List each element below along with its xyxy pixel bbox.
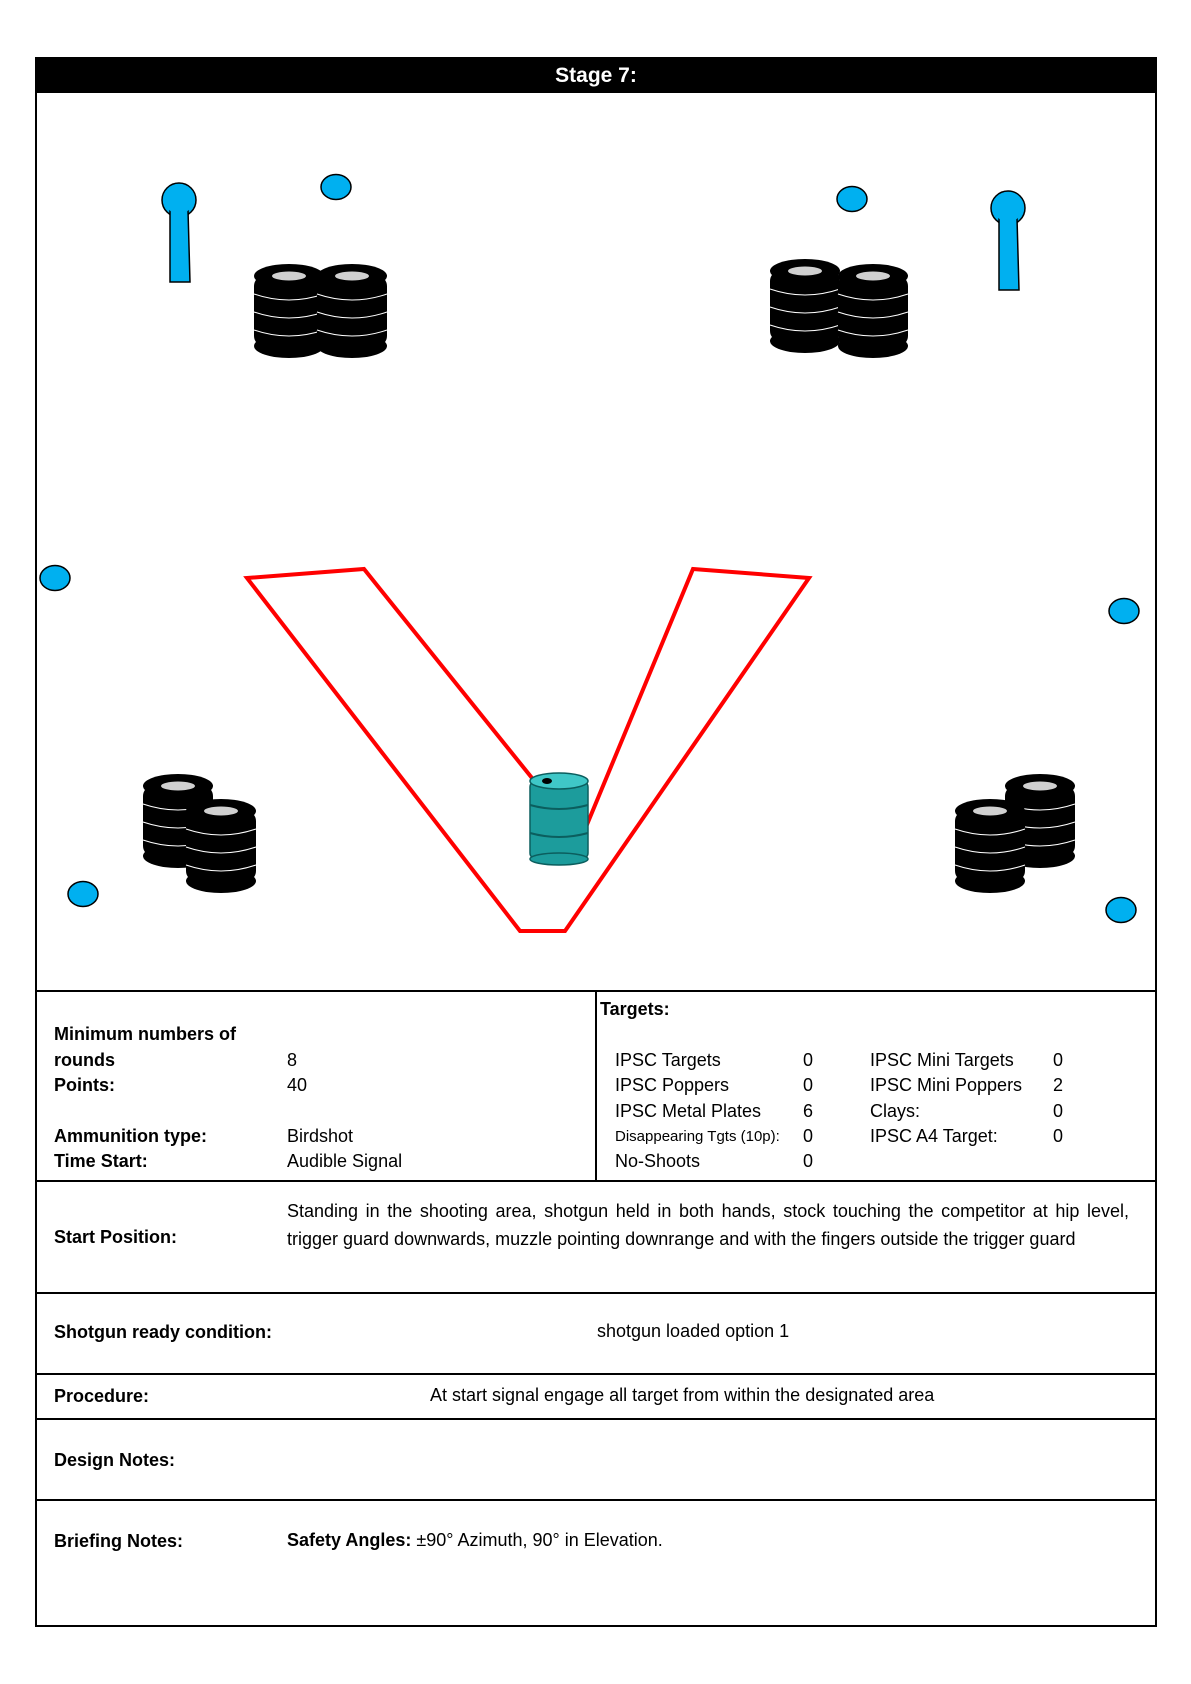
start-position-text: Standing in the shooting area, shotgun held in both hands, stock touching the competitor at hip level, trigger guard downwards, muzzle pointing downrange and with the fingers outside the trigger guard (287, 1201, 1129, 1249)
safety-angles-label: Safety Angles: (287, 1530, 412, 1550)
target-label: Clays: (870, 1101, 921, 1121)
metal-plate (40, 566, 70, 591)
tire-stack-top-left (254, 264, 387, 358)
metal-plate (1106, 898, 1136, 923)
tire-stack-bottom-right (955, 774, 1075, 893)
metal-plate (68, 882, 98, 907)
ready-condition-text: shotgun loaded option 1 (597, 1321, 790, 1341)
points-value: 40 (287, 1075, 308, 1095)
target-count: 0 (803, 1126, 814, 1146)
target-label: Disappearing Tgts (10p): (615, 1128, 780, 1145)
target-count: 0 (1053, 1050, 1064, 1070)
mini-popper-right (991, 191, 1025, 290)
min-rounds-label: Minimum numbers of (54, 1024, 237, 1044)
target-label: IPSC Mini Poppers (870, 1075, 1023, 1095)
procedure-label: Procedure: (54, 1386, 150, 1406)
target-label: IPSC Mini Targets (870, 1050, 1014, 1070)
target-count: 6 (803, 1101, 814, 1121)
targets-heading: Targets: (600, 999, 670, 1019)
target-count: 0 (1053, 1126, 1064, 1146)
metal-plate (837, 187, 867, 212)
time-start-label: Time Start: (54, 1151, 148, 1171)
safety-angles-text: ±90° Azimuth, 90° in Elevation. (416, 1530, 663, 1550)
stage-diagram (37, 93, 1155, 991)
ammo-label: Ammunition type: (54, 1126, 207, 1146)
stage-sheet (35, 57, 1157, 1627)
procedure-text: At start signal engage all target from within the designated area (430, 1385, 935, 1405)
min-rounds-label-cont: rounds (54, 1050, 115, 1070)
barrel-icon (530, 773, 588, 865)
ammo-value: Birdshot (287, 1126, 354, 1146)
target-count: 2 (1053, 1075, 1064, 1095)
safety-angles (287, 1529, 663, 1551)
ready-condition-label: Shotgun ready condition: (54, 1322, 272, 1342)
target-count: 0 (803, 1075, 814, 1095)
metal-plate (1109, 599, 1139, 624)
target-label: No-Shoots (615, 1151, 701, 1171)
tire-stack-top-right (770, 259, 908, 358)
target-label: IPSC Poppers (615, 1075, 730, 1095)
divider (37, 1180, 1155, 1182)
stage-title: Stage 7: (37, 59, 1155, 93)
target-count: 0 (803, 1151, 814, 1171)
start-position-label: Start Position: (54, 1227, 178, 1247)
time-start-value: Audible Signal (287, 1151, 403, 1171)
mini-popper-left (162, 183, 196, 282)
design-notes-label: Design Notes: (54, 1450, 176, 1470)
target-label: IPSC A4 Target: (870, 1126, 998, 1146)
divider (37, 1418, 1155, 1420)
target-label: IPSC Targets (615, 1050, 721, 1070)
min-rounds-value: 8 (287, 1050, 298, 1070)
divider (37, 1499, 1155, 1501)
divider (595, 990, 597, 1180)
target-count: 0 (803, 1050, 814, 1070)
target-count: 0 (1053, 1101, 1064, 1121)
divider (37, 1292, 1155, 1294)
briefing-notes-label: Briefing Notes: (54, 1531, 184, 1551)
tire-stack-bottom-left (143, 774, 256, 893)
points-label: Points: (54, 1075, 115, 1095)
metal-plate (321, 175, 351, 200)
shooting-area-fault-line (247, 569, 809, 931)
divider (37, 1373, 1155, 1375)
target-label: IPSC Metal Plates (615, 1101, 762, 1121)
